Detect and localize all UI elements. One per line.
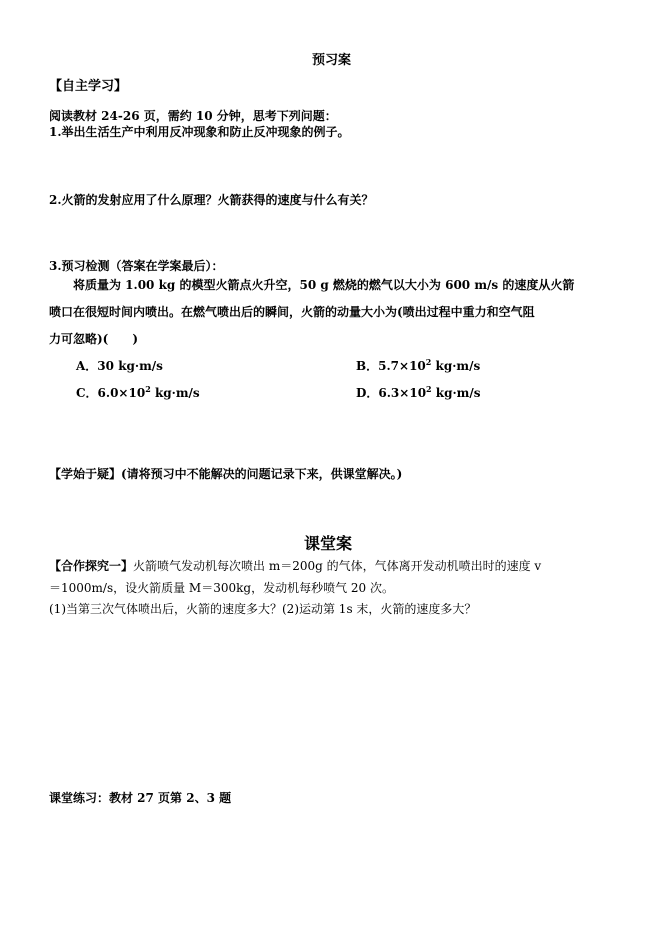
question-3-heading: 3.预习检测（答案在学案最后）：	[49, 259, 224, 273]
question-3-line-1: 将质量为 1.00 kg 的模型火箭点火升空，50 g 燃烧的燃气以大小为 600 m/s 的速度从火箭	[73, 278, 575, 292]
explore-1-heading: 【合作探究一】	[49, 559, 134, 573]
option-b-value: B．5.7×10	[356, 359, 426, 373]
explore-1-line-2: ＝1000m/s，设火箭质量 M＝300kg，发动机每秒喷气 20 次。	[49, 581, 394, 595]
option-b-unit: kg·m/s	[431, 359, 481, 373]
option-c-exponent: 2	[145, 384, 151, 394]
self-study-heading: 【自主学习】	[49, 79, 128, 94]
option-d-exponent: 2	[426, 384, 432, 394]
preview-title: 预习案	[312, 53, 352, 68]
option-b	[356, 357, 480, 374]
explore-1-line-3: (1)当第三次气体喷出后，火箭的速度多大？(2)运动第 1s 末，火箭的速度多大？	[49, 602, 477, 616]
doubts-note: 【学始于疑】(请将预习中不能解决的问题记录下来，供课堂解决。)	[49, 467, 403, 481]
option-a: A．30 kg·m/s	[76, 359, 163, 373]
option-d-value: D．6.3×10	[356, 386, 427, 400]
option-c-unit: kg·m/s	[150, 386, 200, 400]
option-d-unit: kg·m/s	[431, 386, 481, 400]
classroom-practice: 课堂练习：教材 27 页第 2、3 题	[49, 791, 232, 805]
option-b-exponent: 2	[425, 357, 432, 367]
question-2: 2.火箭的发射应用了什么原理？火箭获得的速度与什么有关？	[49, 193, 374, 207]
question-3-line-2: 喷口在很短时间内喷出。在燃气喷出后的瞬间，火箭的动量大小为(喷出过程中重力和空气阻	[49, 305, 535, 319]
question-1: 1.举出生活生产中利用反冲现象和防止反冲现象的例子。	[49, 125, 350, 139]
question-3-line-3: 力可忽略)( )	[49, 332, 139, 346]
classroom-title: 课堂案	[304, 534, 353, 553]
explore-1-text: 火箭喷气发动机每次喷出 m＝200g 的气体，气体离开发动机喷出时的速度 v	[133, 559, 542, 573]
reading-instruction: 阅读教材 24-26 页，需约 10 分钟，思考下列问题：	[49, 109, 337, 123]
explore-1-line-1	[49, 557, 541, 574]
option-c-value: C．6.0×10	[76, 386, 146, 400]
option-d	[356, 384, 481, 401]
option-c	[76, 384, 200, 401]
